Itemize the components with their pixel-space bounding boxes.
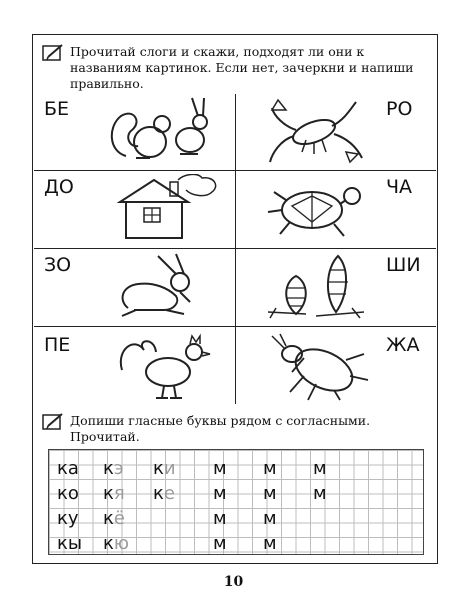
instruction-2 [42,413,426,445]
writing-grid [48,449,424,555]
turtle-icon [264,176,368,244]
practice-letter[interactable]: м [263,508,277,529]
practice-letter[interactable]: м [213,533,227,554]
pencil-notebook-icon [42,413,64,431]
trace-cell[interactable]: ке [153,483,175,504]
syllable-label: ПЕ [44,334,71,356]
practice-letter[interactable]: м [213,483,227,504]
grid-divider [235,94,236,404]
syllable-label: ЗО [44,254,72,276]
syllable-label: ЧА [386,176,413,198]
instruction-1 [42,44,426,92]
practice-letter[interactable]: м [313,458,327,479]
page-number: 10 [223,574,244,590]
syllable-sample: ко [57,483,79,504]
squirrel-and-hare-icon [106,96,212,168]
practice-letter[interactable]: м [263,458,277,479]
syllable-label: БЕ [44,98,70,120]
beetle-icon [264,332,370,402]
syllable-label: ДО [44,176,74,198]
instruction-2-text: Допиши гласные буквы рядом с согласными. Прочитай. [70,413,371,444]
picture-grid [34,94,436,404]
practice-letter[interactable]: м [213,508,227,529]
trace-cell[interactable]: кя [103,483,125,504]
syllable-sample: ка [57,458,79,479]
house-icon [114,174,224,244]
instruction-1-text: Прочитай слоги и скажи, подходят ли они к названиям картинок. Если нет, зачеркни и напиши правильно. [70,44,414,91]
pencil-notebook-icon [42,44,64,62]
practice-letter[interactable]: м [313,483,327,504]
syllable-sample: ку [57,508,79,529]
syllable-sample: кы [57,533,83,554]
syllable-label: ШИ [386,254,421,276]
pine-cones-icon [266,252,366,322]
trace-cell[interactable]: кэ [103,458,124,479]
practice-letter[interactable]: м [213,458,227,479]
syllable-label: ЖА [386,334,420,356]
trace-cell[interactable]: кю [103,533,130,554]
trace-cell[interactable]: кё [103,508,125,529]
practice-letter[interactable]: м [263,533,277,554]
practice-letter[interactable]: м [263,483,277,504]
crayfish-icon [266,96,366,166]
rooster-icon [114,330,214,402]
hare-icon [114,252,214,322]
trace-cell[interactable]: ки [153,458,176,479]
syllable-label: РО [386,98,413,120]
